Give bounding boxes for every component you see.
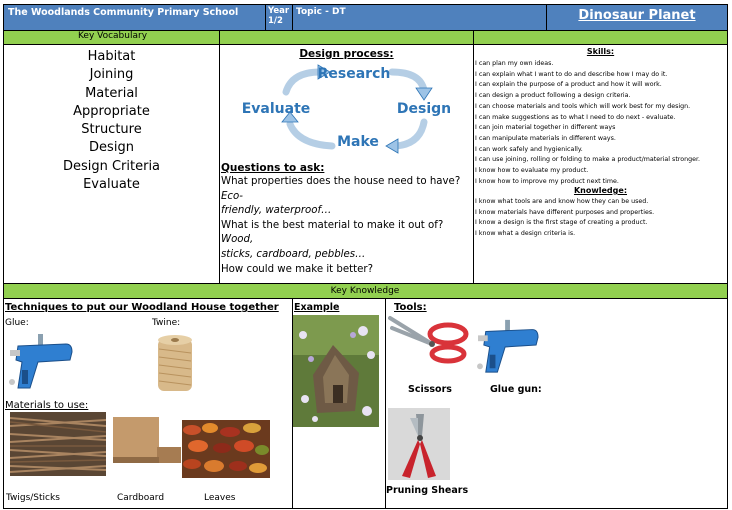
vocab-word: Joining [89,67,134,83]
vocab-heading-band [3,31,222,44]
right-band [474,31,727,44]
glue-gun-image [8,330,76,392]
knowledge-list [475,197,726,240]
vocab-word: Habitat [87,49,136,64]
questions-block [221,161,472,277]
arrow-head-2 [386,139,398,153]
vocab-word: Design [89,140,134,156]
step-design: Design [396,101,452,117]
topic-label: Topic - DT [296,7,346,17]
glue-gun-label: Glue gun: [490,384,542,395]
skill-item: I can manipulate materials in different ways. [475,134,616,142]
twine-label: Twine: [152,318,181,328]
question-1 [221,175,472,204]
skill-item: I can join material together in different ways [475,124,616,132]
scissors-image [388,314,474,364]
vocab-word: Material [85,85,138,101]
glue-gun-tool-image [476,316,542,376]
skill-item: I can work safely and hygienically. [475,145,583,153]
twigs-label: Twigs/Sticks [6,493,60,503]
skill-item: I know how to evaluate my product. [475,167,589,175]
middle-band [222,31,474,44]
step-evaluate: Evaluate [241,101,311,117]
year-line2: 1/2 [268,16,283,26]
year-label [268,6,289,26]
materials-title: Materials to use: [5,400,89,411]
skill-item: I can plan my own ideas. [475,60,554,67]
vocab-word: Design Criteria [62,158,161,174]
design-process-title: Design process: [299,48,394,60]
glue-label: Glue: [5,318,29,328]
year-line1: Year [268,6,290,16]
knowledge-title: Knowledge: [573,186,628,195]
page-title: Dinosaur Planet [548,8,726,23]
knowledge-item: I know what tools are and know how they can be used. [475,198,649,205]
skills-list [475,59,726,187]
step-make: Make [337,134,379,150]
skill-item: I can explain the purpose of a product and how it will work. [475,81,662,89]
example-title: Example [294,302,340,313]
knowledge-item: I know what a design criteria is. [475,230,576,238]
knowledge-heading: Key Knowledge [330,286,400,296]
skills-title: Skills: [586,47,615,56]
skill-item: I can choose materials and tools which will work best for my design. [475,102,691,110]
vocabulary-list [4,48,219,194]
step-research: Research [317,66,391,82]
question-2 [221,219,472,248]
design-cycle-diagram [220,60,473,162]
tools-title: Tools: [394,302,427,313]
arrow-make-to-evaluate [290,124,332,146]
example-photo [293,315,379,427]
skill-item: I can explain what I want to do and describe how I may do it. [475,70,668,78]
knowledge-item: I know materials have different purposes and properties. [475,208,655,216]
vocab-word: Structure [81,122,142,138]
question-1-example-a: Eco- [221,190,243,202]
skill-item: I can use joining, rolling or folding to make a product/material stronger. [475,156,700,164]
question-3: How could we make it better? [221,263,373,275]
question-1-example-b: friendly, waterproof… [221,205,332,217]
twine-image [154,333,196,397]
school-name: The Woodlands Community Primary School [8,7,239,18]
skill-item: I know how to improve my product next time. [475,177,619,185]
question-2-text: What is the best material to make it out of? [221,219,444,231]
arrow-evaluate-to-research [286,72,320,92]
cardboard-image [113,417,181,465]
knowledge-heading-band [3,284,727,298]
skill-item: I can make suggestions as to what I need to do next - evaluate. [475,113,676,121]
vocab-heading: Key Vocabulary [77,31,148,41]
arrow-research-to-design [392,72,424,90]
pruning-shears-label: Pruning Shears [386,485,469,496]
question-1-text: What properties does the house need to have? [221,176,461,187]
scissors-label: Scissors [408,384,452,395]
skill-item: I can design a product following a design criteria. [475,92,631,100]
twigs-image [10,412,106,476]
arrow-design-to-make [396,122,424,146]
vocab-word: Appropriate [73,103,150,119]
pruning-shears-image [388,408,450,480]
question-2-example-a: Wood, [221,234,254,246]
cardboard-label: Cardboard [117,493,165,503]
techniques-title: Techniques to put our Woodland House together [5,302,279,313]
leaves-image [182,420,270,478]
arrow-head-1 [416,88,432,100]
question-2-example-b: sticks, cardboard, pebbles… [221,248,366,260]
leaves-label: Leaves [204,493,236,503]
vocab-word: Evaluate [83,177,140,193]
questions-title: Questions to ask: [221,162,325,174]
knowledge-item: I know a design is the first stage of creating a product. [475,219,648,227]
